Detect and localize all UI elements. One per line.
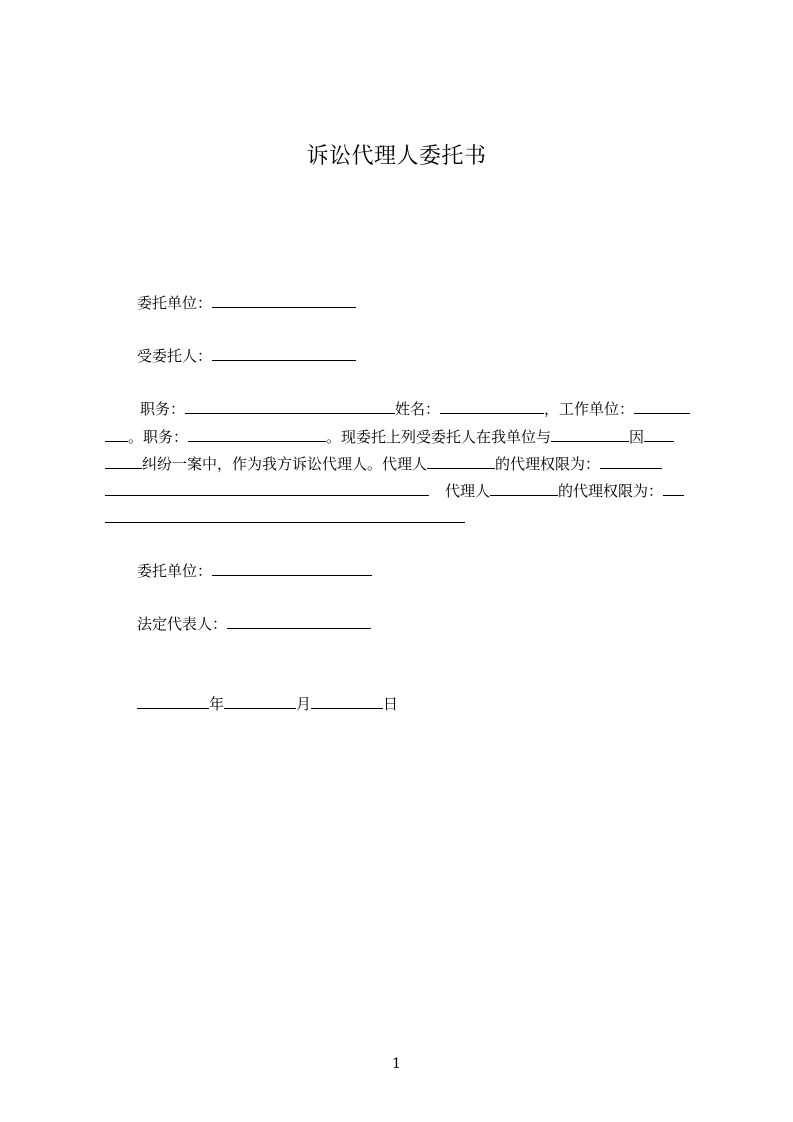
entrusting-unit-label: 委托单位：	[137, 294, 213, 312]
body-line-1	[105, 398, 690, 418]
year-label: 年	[209, 695, 225, 713]
scope-blank-2a[interactable]	[663, 480, 684, 496]
agent-text-2: 代理人	[445, 482, 491, 500]
scope-text: 的代理权限为：	[495, 455, 601, 473]
cause-blank-b[interactable]	[105, 453, 142, 469]
entrusting-unit-blank-bottom[interactable]	[212, 560, 372, 576]
day-blank[interactable]	[311, 693, 383, 709]
position-blank-2[interactable]	[188, 426, 326, 442]
month-blank[interactable]	[224, 693, 296, 709]
legal-rep-field	[137, 613, 371, 634]
entrust-text: 。现委托上列受委托人在我单位与	[326, 428, 552, 446]
cause-blank-a[interactable]	[644, 426, 674, 442]
work-unit-blank-b[interactable]	[105, 426, 128, 442]
position-label: 职务：	[140, 400, 186, 418]
body-line-5	[105, 507, 465, 527]
because-text: 因	[629, 428, 645, 446]
scope-blank-2b[interactable]	[105, 507, 465, 523]
work-unit-blank-a[interactable]	[634, 398, 690, 414]
scope-blank-1b[interactable]	[105, 480, 429, 496]
entrusted-person-label: 受委托人：	[137, 347, 213, 365]
name-blank[interactable]	[440, 398, 544, 414]
agent-blank-1[interactable]	[427, 453, 495, 469]
entrusting-unit-field	[137, 292, 356, 313]
position-blank[interactable]	[185, 398, 395, 414]
entrusting-unit-blank[interactable]	[212, 292, 356, 308]
scope-blank-1a[interactable]	[600, 453, 662, 469]
entrusted-person-field	[137, 345, 356, 366]
agent-blank-2[interactable]	[490, 480, 558, 496]
entrusting-unit-field-bottom	[137, 560, 372, 581]
body-line-4	[105, 480, 684, 500]
entrusting-unit-label-bottom: 委托单位：	[137, 562, 213, 580]
position-label-2: 。职务：	[128, 428, 189, 446]
work-unit-label: ，工作单位：	[544, 400, 635, 418]
month-label: 月	[296, 695, 312, 713]
page-number: 1	[392, 1056, 401, 1072]
legal-rep-label: 法定代表人：	[137, 615, 228, 633]
opposing-party-blank[interactable]	[551, 426, 629, 442]
case-text: 纠纷一案中，作为我方诉讼代理人。代理人	[142, 455, 428, 473]
name-label: 姓名：	[395, 400, 441, 418]
scope-text-2: 的代理权限为：	[558, 482, 664, 500]
document-title: 诉讼代理人委托书	[306, 144, 487, 169]
entrusted-person-blank[interactable]	[212, 345, 356, 361]
date-field	[137, 693, 398, 714]
day-label: 日	[383, 695, 399, 713]
body-line-3	[105, 453, 662, 473]
legal-rep-blank[interactable]	[227, 613, 371, 629]
year-blank[interactable]	[137, 693, 209, 709]
body-line-2	[105, 426, 674, 446]
